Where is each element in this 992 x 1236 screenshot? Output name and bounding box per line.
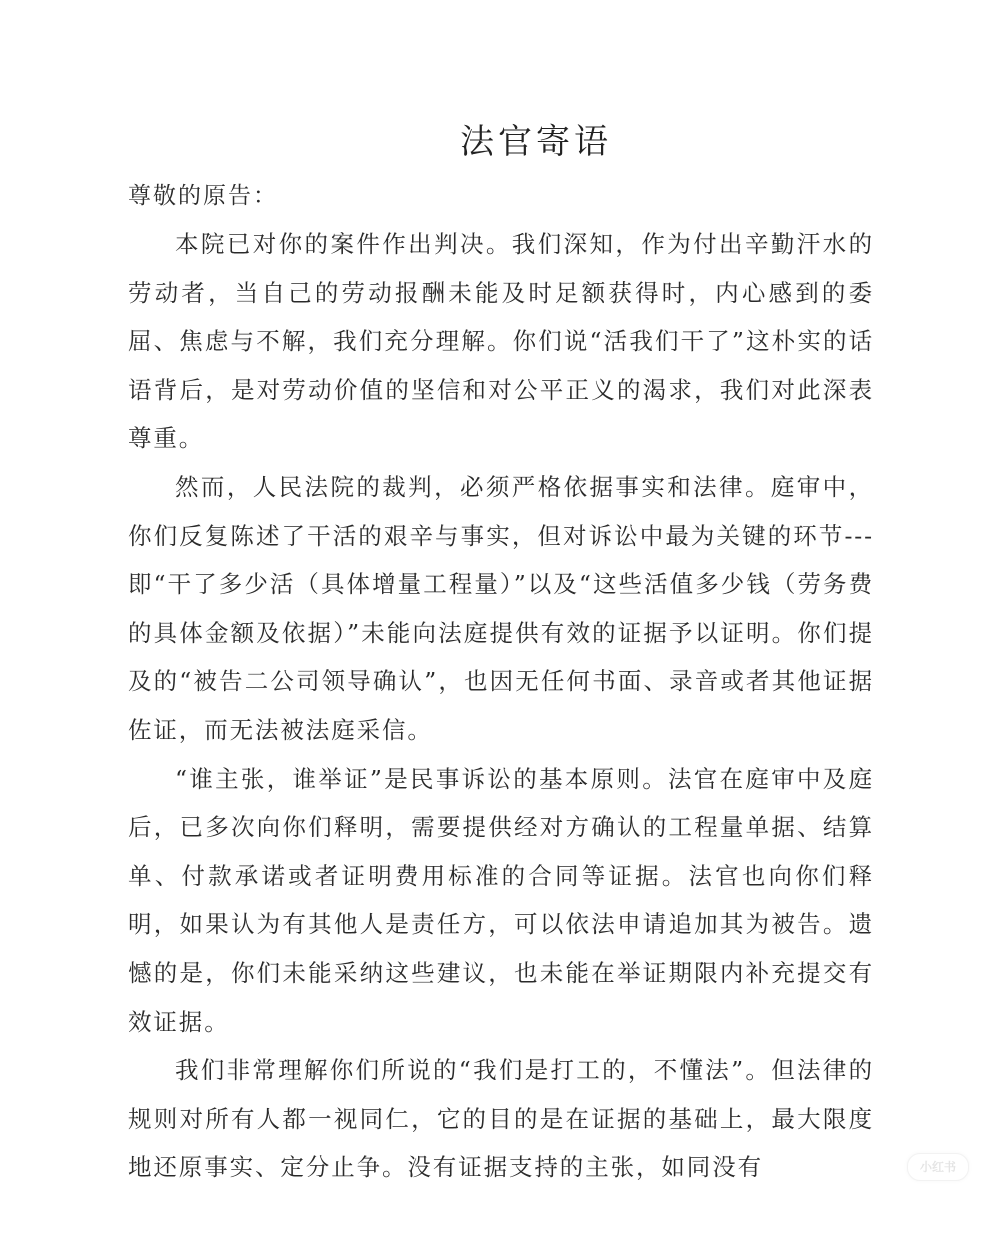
paragraph-judgment-notice: 本院已对你的案件作出判决。我们深知，作为付出辛勤汗水的劳动者，当自己的劳动报酬未能及时足额获得时，内心感到的委屈、焦虑与不解，我们充分理解。你们说“活我们干了”这朴实的话语背后，是对劳动价值的坚信和对公平正义的渴求，我们对此深表尊重。: [128, 230, 874, 453]
paragraph-burden-of-proof: “谁主张，谁举证”是民事诉讼的基本原则。法官在庭审中及庭后，已多次向你们释明，需要提供经对方确认的工程量单据、结算单、付款承诺或者证明费用标准的合同等证据。法官也向你们释明，如果认为有其他人是责任方，可以依法申请追加其为被告。遗憾的是，你们未能采纳这些建议，也未能在举证期限内补充提交有效证据。: [128, 764, 874, 1036]
xiaohongshu-watermark: 小红书: [907, 1153, 969, 1181]
paragraph-evidence-failure: 然而，人民法院的裁判，必须严格依据事实和法律。庭审中，你们反复陈述了干活的艰辛与事实，但对诉讼中最为关键的环节---即“干了多少活（具体增量工程量）”以及“这些活值多少钱（劳务费的具体金额及依据）”未能向法庭提供有效的证据予以证明。你们提及的“被告二公司领导确认”，也因无任何书面、录音或者其他证据佐证，而无法被法庭采信。: [128, 472, 874, 744]
salutation: 尊敬的原告：: [128, 183, 278, 209]
document-body: [128, 220, 874, 1192]
paragraph-law-equality: 我们非常理解你们所说的“我们是打工的，不懂法”。但法律的规则对所有人都一视同仁，它的目的是在证据的基础上，最大限度地还原事实、定分止争。没有证据支持的主张，如同没有: [128, 1056, 874, 1182]
document-title: 法官寄语: [460, 122, 612, 162]
